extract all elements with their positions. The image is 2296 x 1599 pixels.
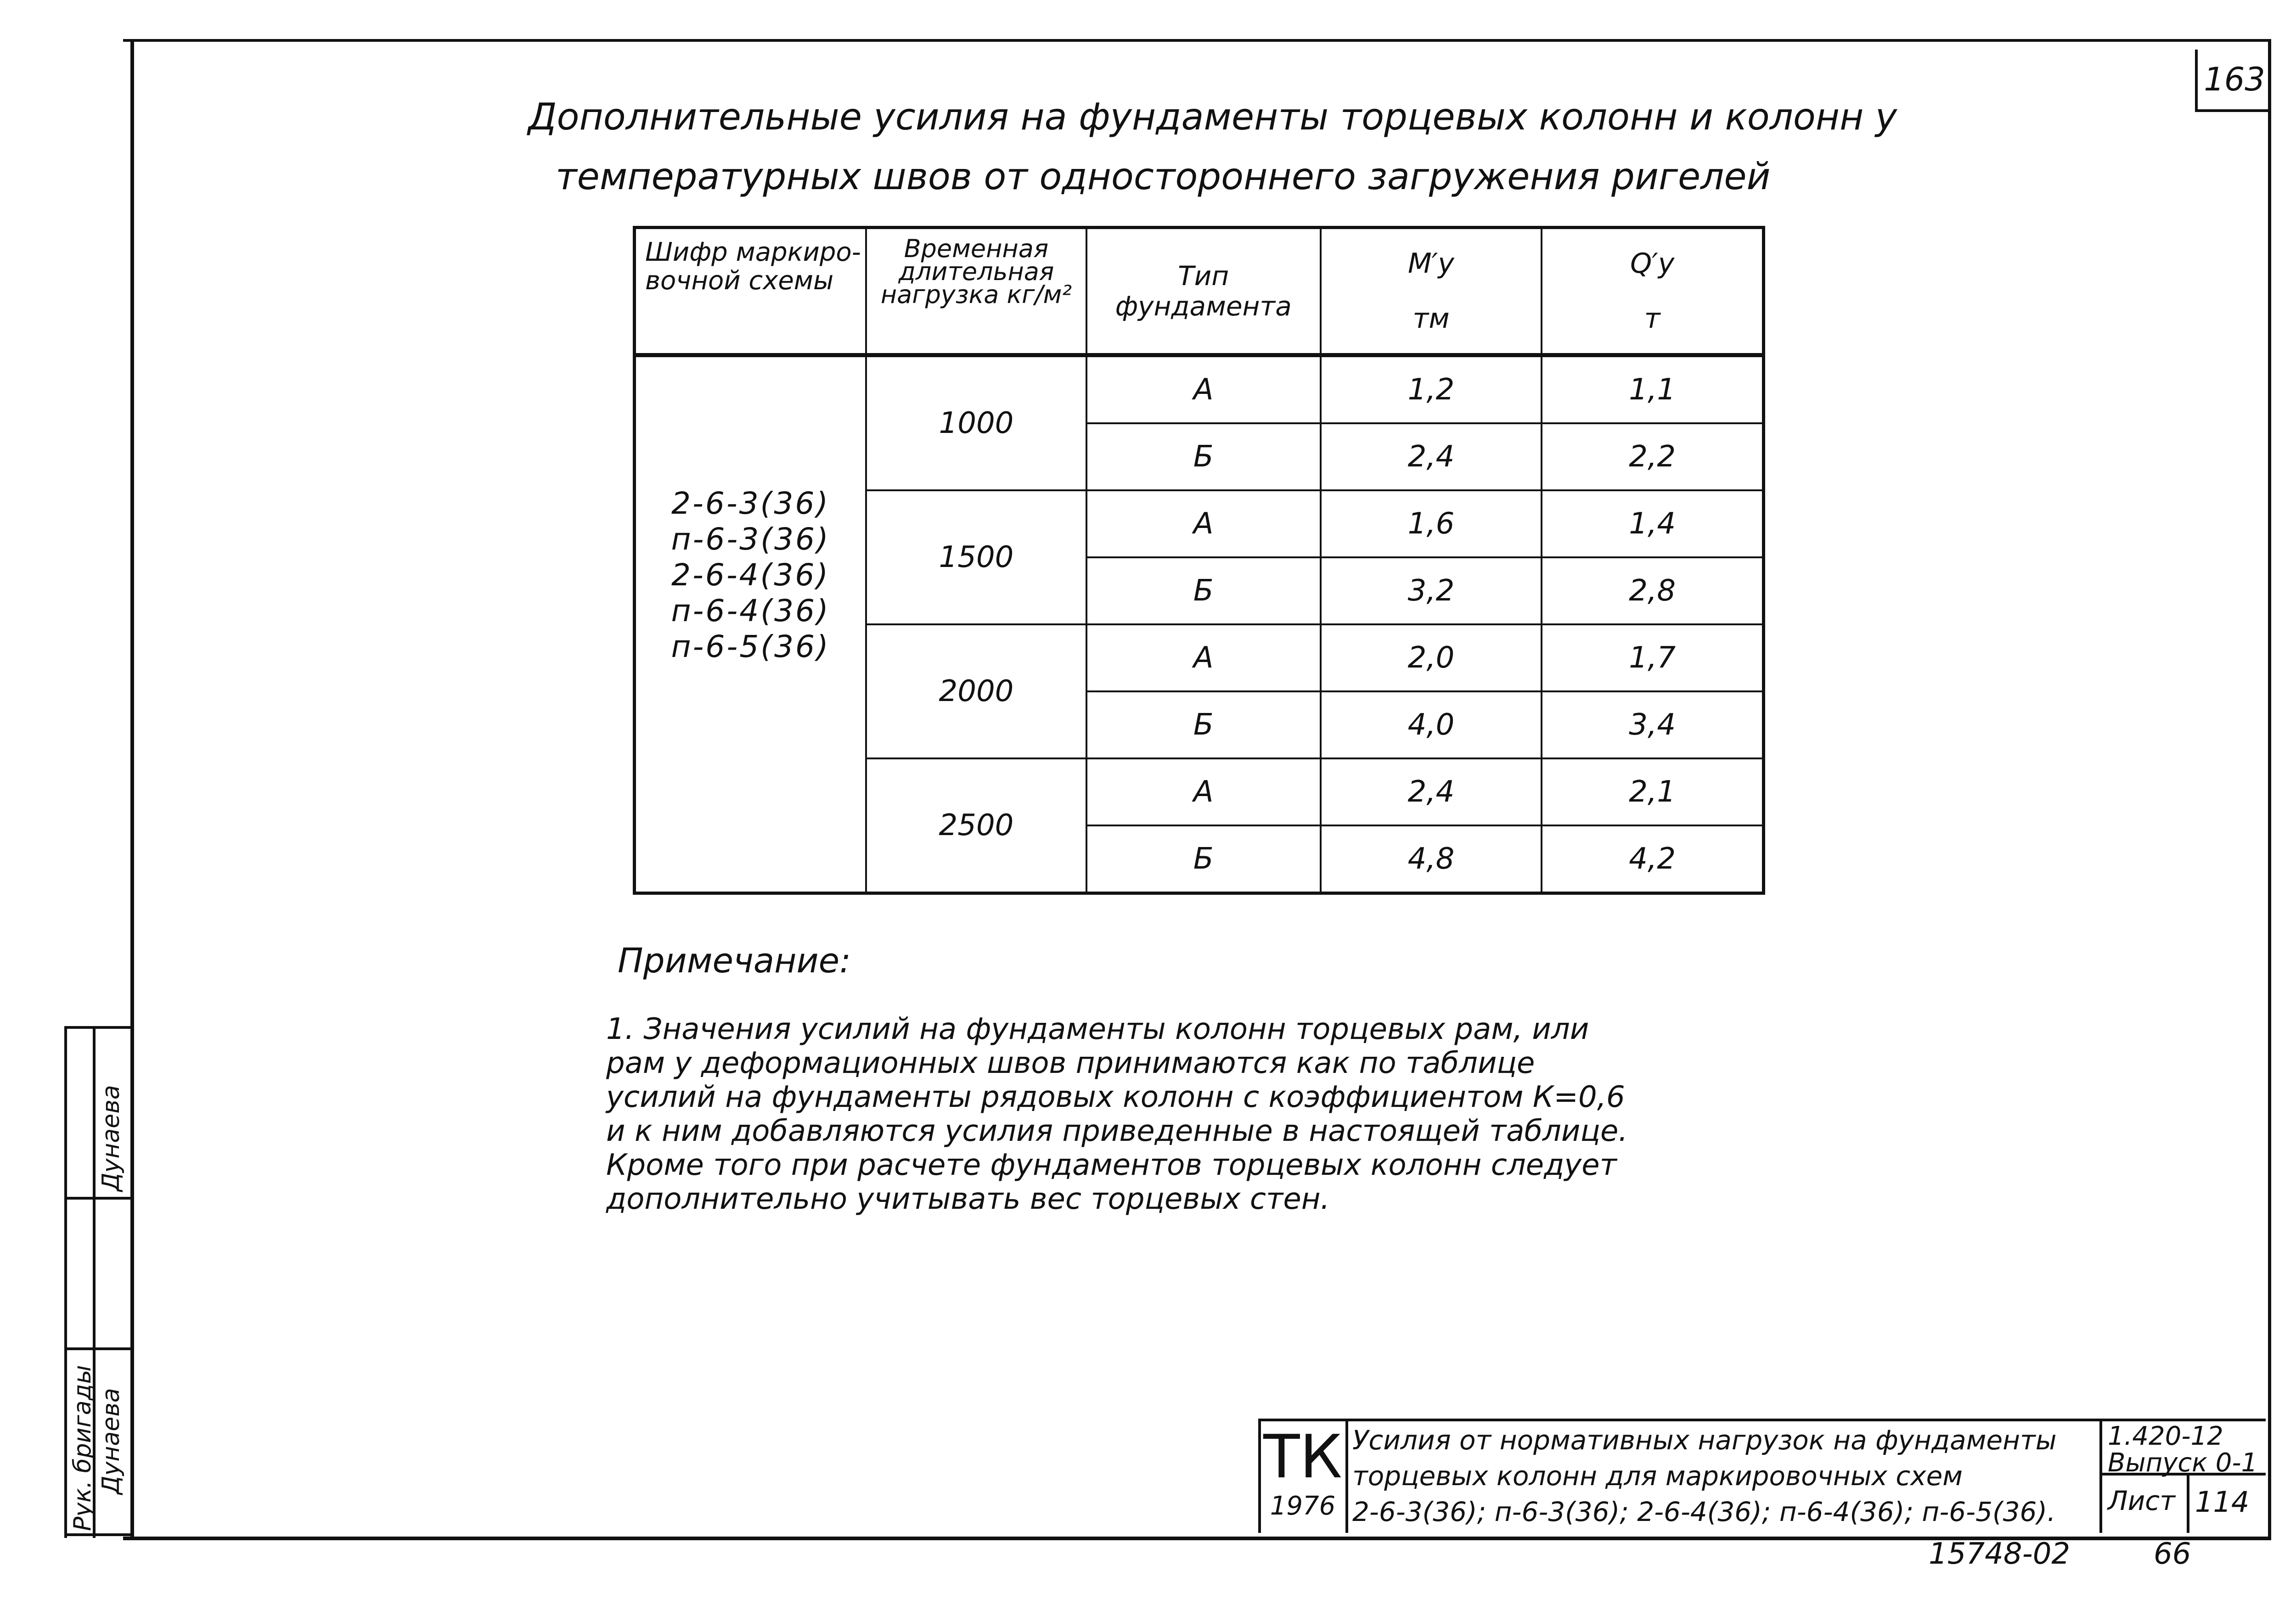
side-stamp-divider	[64, 1347, 133, 1350]
force-cell: 2,2	[1542, 423, 1763, 490]
moment-cell: 4,8	[1321, 825, 1542, 893]
moment-cell: 2,4	[1321, 758, 1542, 825]
type-cell: А	[1086, 490, 1321, 557]
force-cell: 2,1	[1542, 758, 1763, 825]
org-code: ТК	[1263, 1422, 1342, 1492]
side-stamp-name: Дунаева	[97, 1085, 125, 1191]
scheme-line: 2-6-3(36)	[671, 486, 830, 521]
header-force	[1542, 228, 1763, 355]
title-line-1: Дополнительные усилия на фундаменты торцевых колонн и колонн у	[528, 95, 1897, 138]
document-title	[528, 87, 1952, 207]
scheme-line: п-6-4(36)	[671, 593, 830, 628]
type-cell: А	[1086, 355, 1321, 424]
inventory-number: 15748-02	[1929, 1537, 2071, 1571]
force-cell: 2,8	[1542, 557, 1763, 624]
note-title: Примечание:	[618, 941, 851, 981]
type-cell: Б	[1086, 423, 1321, 490]
moment-cell: 2,0	[1321, 624, 1542, 691]
moment-cell: 2,4	[1321, 423, 1542, 490]
series-code	[2108, 1423, 2264, 1476]
type-cell: Б	[1086, 691, 1321, 758]
title-block-divider	[2099, 1419, 2102, 1533]
type-cell: А	[1086, 624, 1321, 691]
table-row	[635, 355, 1764, 424]
page-number: 163	[2195, 50, 2271, 112]
type-cell: Б	[1086, 825, 1321, 893]
header-moment-symbol: M′y	[1408, 247, 1454, 280]
org-stamp	[1262, 1422, 1344, 1535]
sheet-label: Лист	[2108, 1485, 2175, 1516]
side-stamp-border	[64, 1026, 67, 1538]
header-force-symbol: Q′y	[1630, 247, 1675, 280]
drawing-frame-left-border	[130, 39, 134, 1537]
load-cell: 1000	[866, 355, 1086, 491]
note-text: 1. Значения усилий на фундаменты колонн торцевых рам, или рам у деформационных швов принимаются как по таблице усилий на фундаменты рядовых колонн с коэффициентом К=0,6 и к ним добавляются усилия приведенные в настоящей таблице. Кроме того при расчете фундаментов торцевых колонн следует дополнительно учитывать вес торцевых стен.	[606, 1012, 1628, 1216]
scheme-line: п-6-3(36)	[671, 522, 830, 557]
force-cell: 1,4	[1542, 490, 1763, 557]
force-cell: 3,4	[1542, 691, 1763, 758]
moment-cell: 4,0	[1321, 691, 1542, 758]
forces-table	[633, 226, 1765, 895]
force-cell: 1,7	[1542, 624, 1763, 691]
org-year: 1976	[1270, 1491, 1336, 1521]
scheme-line: п-6-5(36)	[671, 629, 830, 664]
series-code-line1: 1.420-12	[2108, 1421, 2223, 1451]
moment-cell: 1,2	[1321, 355, 1542, 424]
side-stamp-signature: Дунаева	[97, 1388, 125, 1494]
side-stamp-divider	[64, 1533, 133, 1536]
header-load: Временная длительная нагрузка кг/м²	[866, 228, 1086, 355]
header-moment-unit: тм	[1412, 303, 1450, 335]
load-cell: 2000	[866, 624, 1086, 758]
title-block-divider	[2187, 1473, 2189, 1533]
title-block-description: Усилия от нормативных нагрузок на фундаменты торцевых колонн для маркировочных схем 2-6-3(36); п-6-3(36); 2-6-4(36); п-6-4(36); п-6-5(36).	[1352, 1425, 2057, 1527]
sheet-number: 114	[2195, 1485, 2250, 1519]
moment-cell: 1,6	[1321, 490, 1542, 557]
side-stamp-role: Рук. бригады	[69, 1365, 96, 1531]
side-stamp-divider	[64, 1026, 133, 1029]
type-cell: Б	[1086, 557, 1321, 624]
title-line-2: температурных швов от одностороннего загружения ригелей	[556, 155, 1771, 198]
load-cell: 2500	[866, 758, 1086, 893]
header-foundation-type: Тип фундамента	[1086, 228, 1321, 355]
type-cell: А	[1086, 758, 1321, 825]
side-stamp	[64, 1026, 130, 1538]
scheme-cell	[635, 355, 867, 893]
force-cell: 4,2	[1542, 825, 1763, 893]
series-code-line2: Выпуск 0-1	[2108, 1448, 2258, 1478]
force-cell: 1,1	[1542, 355, 1763, 424]
header-scheme: Шифр маркиро-вочной схемы	[635, 228, 867, 355]
load-cell: 1500	[866, 490, 1086, 624]
moment-cell: 3,2	[1321, 557, 1542, 624]
table-header-row	[635, 228, 1764, 355]
side-stamp-divider	[64, 1197, 133, 1200]
header-force-unit: т	[1644, 303, 1660, 335]
header-moment	[1321, 228, 1542, 355]
scheme-line: 2-6-4(36)	[671, 557, 830, 593]
small-page-number: 66	[2154, 1537, 2191, 1571]
title-block-divider	[1345, 1419, 1348, 1533]
